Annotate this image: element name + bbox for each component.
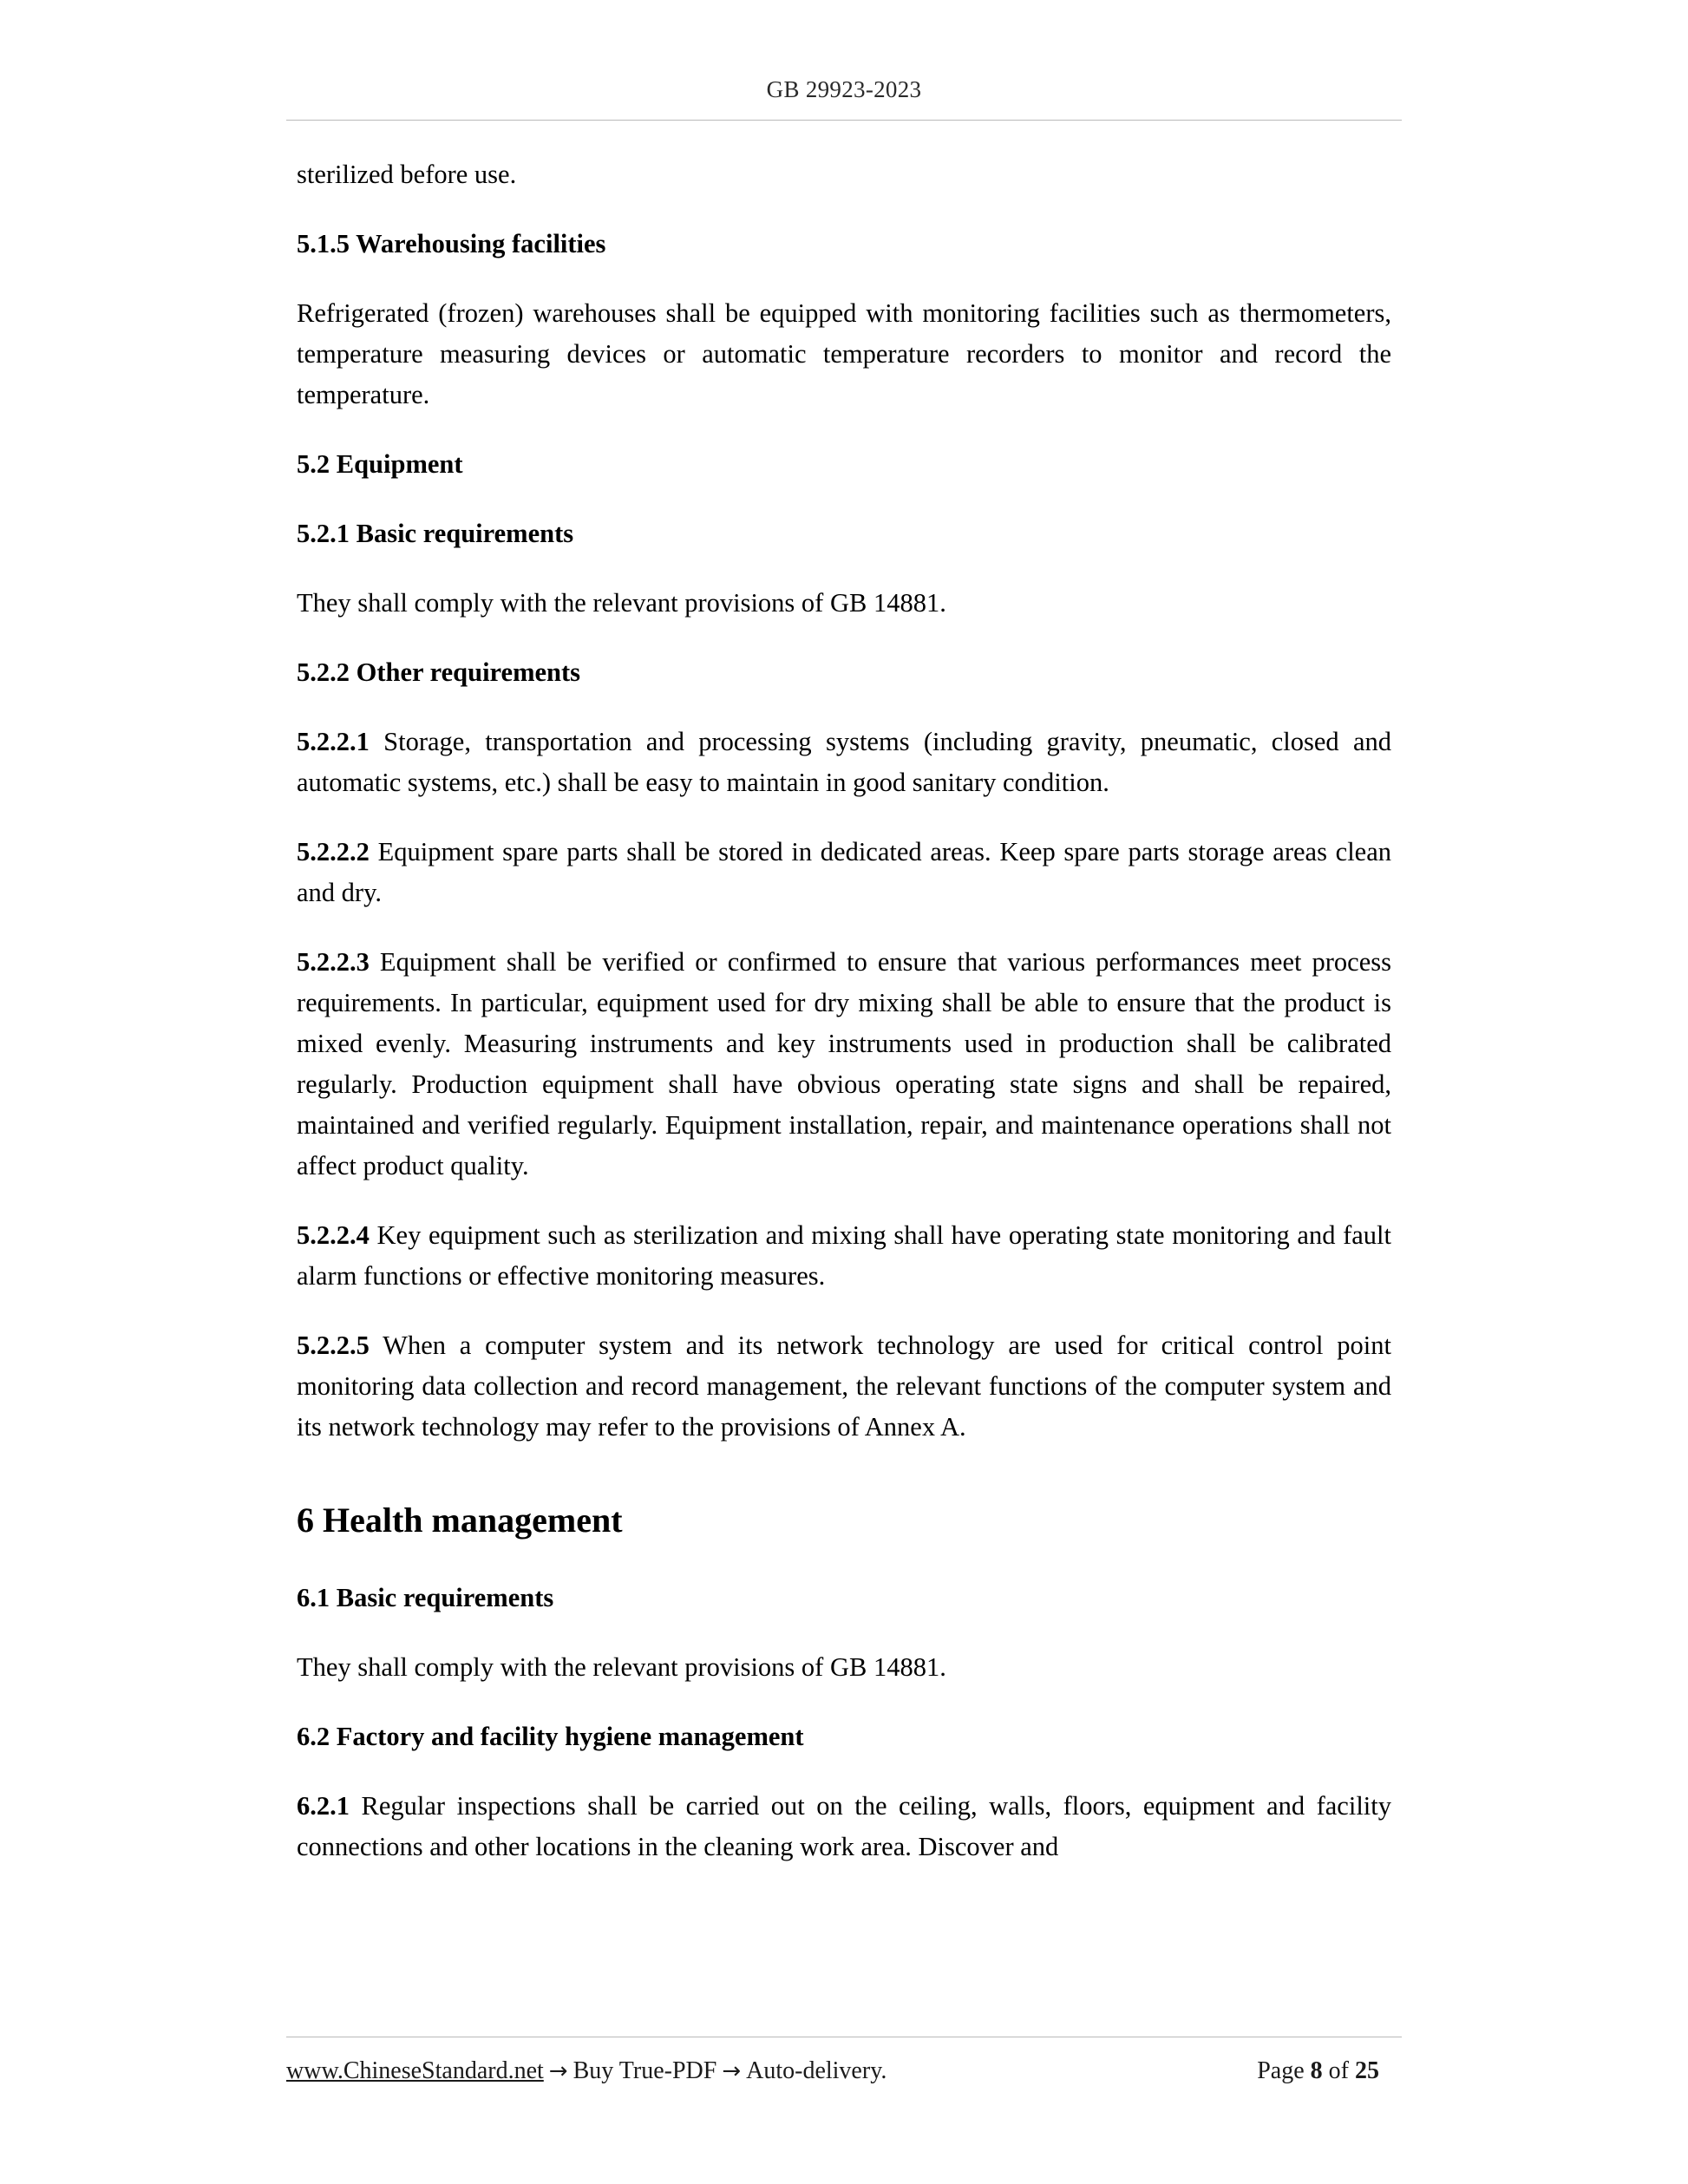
clause-number-5-2-2-3: 5.2.2.3 xyxy=(297,947,370,977)
paragraph-5-2-2-3 xyxy=(297,942,1391,1187)
clause-text-5-2-2-5: When a computer system and its network technology are used for critical control point monitoring data collection and record management, the relevant functions of the computer system and its network technology may refer to the provisions of Annex A. xyxy=(297,1331,1391,1442)
clause-number-5-2-2-4: 5.2.2.4 xyxy=(297,1220,370,1250)
clause-number-5-2-2-2: 5.2.2.2 xyxy=(297,837,370,866)
clause-text-5-2-2-3: Equipment shall be verified or confirmed to ensure that various performances meet process requirements. In particular, equipment used for dry mixing shall be able to ensure that the product is mixed evenly. Measuring instruments and key instruments used in production shall be calibrated regularly. Production equipment shall have obvious operating state signs and shall be repaired, maintained and verified regularly. Equipment installation, repair, and maintenance operations shall not affect product quality. xyxy=(297,947,1391,1180)
total-pages: 25 xyxy=(1355,2057,1379,2084)
clause-number-6-2-1: 6.2.1 xyxy=(297,1791,350,1821)
clause-text-5-2-2-1: Storage, transportation and processing systems (including gravity, pneumatic, closed and automatic systems, etc.) shall be easy to maintain in good sanitary condition. xyxy=(297,727,1391,797)
paragraph-5-2-2-2 xyxy=(297,832,1391,913)
paragraph-5-1-5: Refrigerated (frozen) warehouses shall be equipped with monitoring facilities such as thermometers, temperature measuring devices or automatic temperature recorders to monitor and record the temperature. xyxy=(297,298,1391,409)
arrow-right-icon: → xyxy=(548,2058,568,2084)
clause-number-5-2-2-5: 5.2.2.5 xyxy=(297,1331,370,1360)
page-footer xyxy=(286,2057,1402,2085)
heading-5-2-1: 5.2.1 Basic requirements xyxy=(297,519,574,548)
heading-6-2: 6.2 Factory and facility hygiene management xyxy=(297,1722,804,1751)
heading-5-1-5: 5.1.5 Warehousing facilities xyxy=(297,229,606,258)
page-label: Page xyxy=(1257,2057,1305,2084)
clause-number-5-2-2-1: 5.2.2.1 xyxy=(297,727,370,756)
paragraph-6-1: They shall comply with the relevant provisions of GB 14881. xyxy=(297,1652,946,1682)
clause-text-5-2-2-2: Equipment spare parts shall be stored in dedicated areas. Keep spare parts storage areas clean and dry. xyxy=(297,837,1391,907)
footer-promo xyxy=(286,2057,887,2085)
clause-text-6-2-1: Regular inspections shall be carried out on the ceiling, walls, floors, equipment and facility connections and other locations in the cleaning work area. Discover and xyxy=(297,1791,1391,1861)
heading-section-6: 6 Health management xyxy=(297,1501,623,1540)
clause-text-5-2-2-4: Key equipment such as sterilization and mixing shall have operating state monitoring and fault alarm functions or effective monitoring measures. xyxy=(297,1220,1391,1291)
paragraph-6-2-1 xyxy=(297,1786,1391,1867)
delivery-label: Auto-delivery. xyxy=(746,2057,887,2084)
of-label: of xyxy=(1328,2057,1349,2084)
paragraph-5-2-2-5 xyxy=(297,1325,1391,1448)
heading-5-2: 5.2 Equipment xyxy=(297,449,463,479)
paragraph-5-2-2-1 xyxy=(297,722,1391,803)
heading-6-1: 6.1 Basic requirements xyxy=(297,1583,554,1612)
paragraph-5-2-1: They shall comply with the relevant provisions of GB 14881. xyxy=(297,588,946,618)
page-number: 8 xyxy=(1310,2057,1323,2084)
page-content xyxy=(297,154,1391,1896)
page-indicator xyxy=(1257,2057,1402,2085)
paragraph-5-2-2-4 xyxy=(297,1215,1391,1297)
page-header: GB 29923-2023 xyxy=(766,76,922,102)
arrow-right-icon-2: → xyxy=(722,2058,742,2084)
website-link[interactable]: www.ChineseStandard.net xyxy=(286,2057,544,2084)
paragraph-intro-continuation: sterilized before use. xyxy=(297,160,517,189)
buy-label: Buy True-PDF xyxy=(572,2057,717,2084)
heading-5-2-2: 5.2.2 Other requirements xyxy=(297,657,580,687)
header-divider xyxy=(286,120,1402,121)
